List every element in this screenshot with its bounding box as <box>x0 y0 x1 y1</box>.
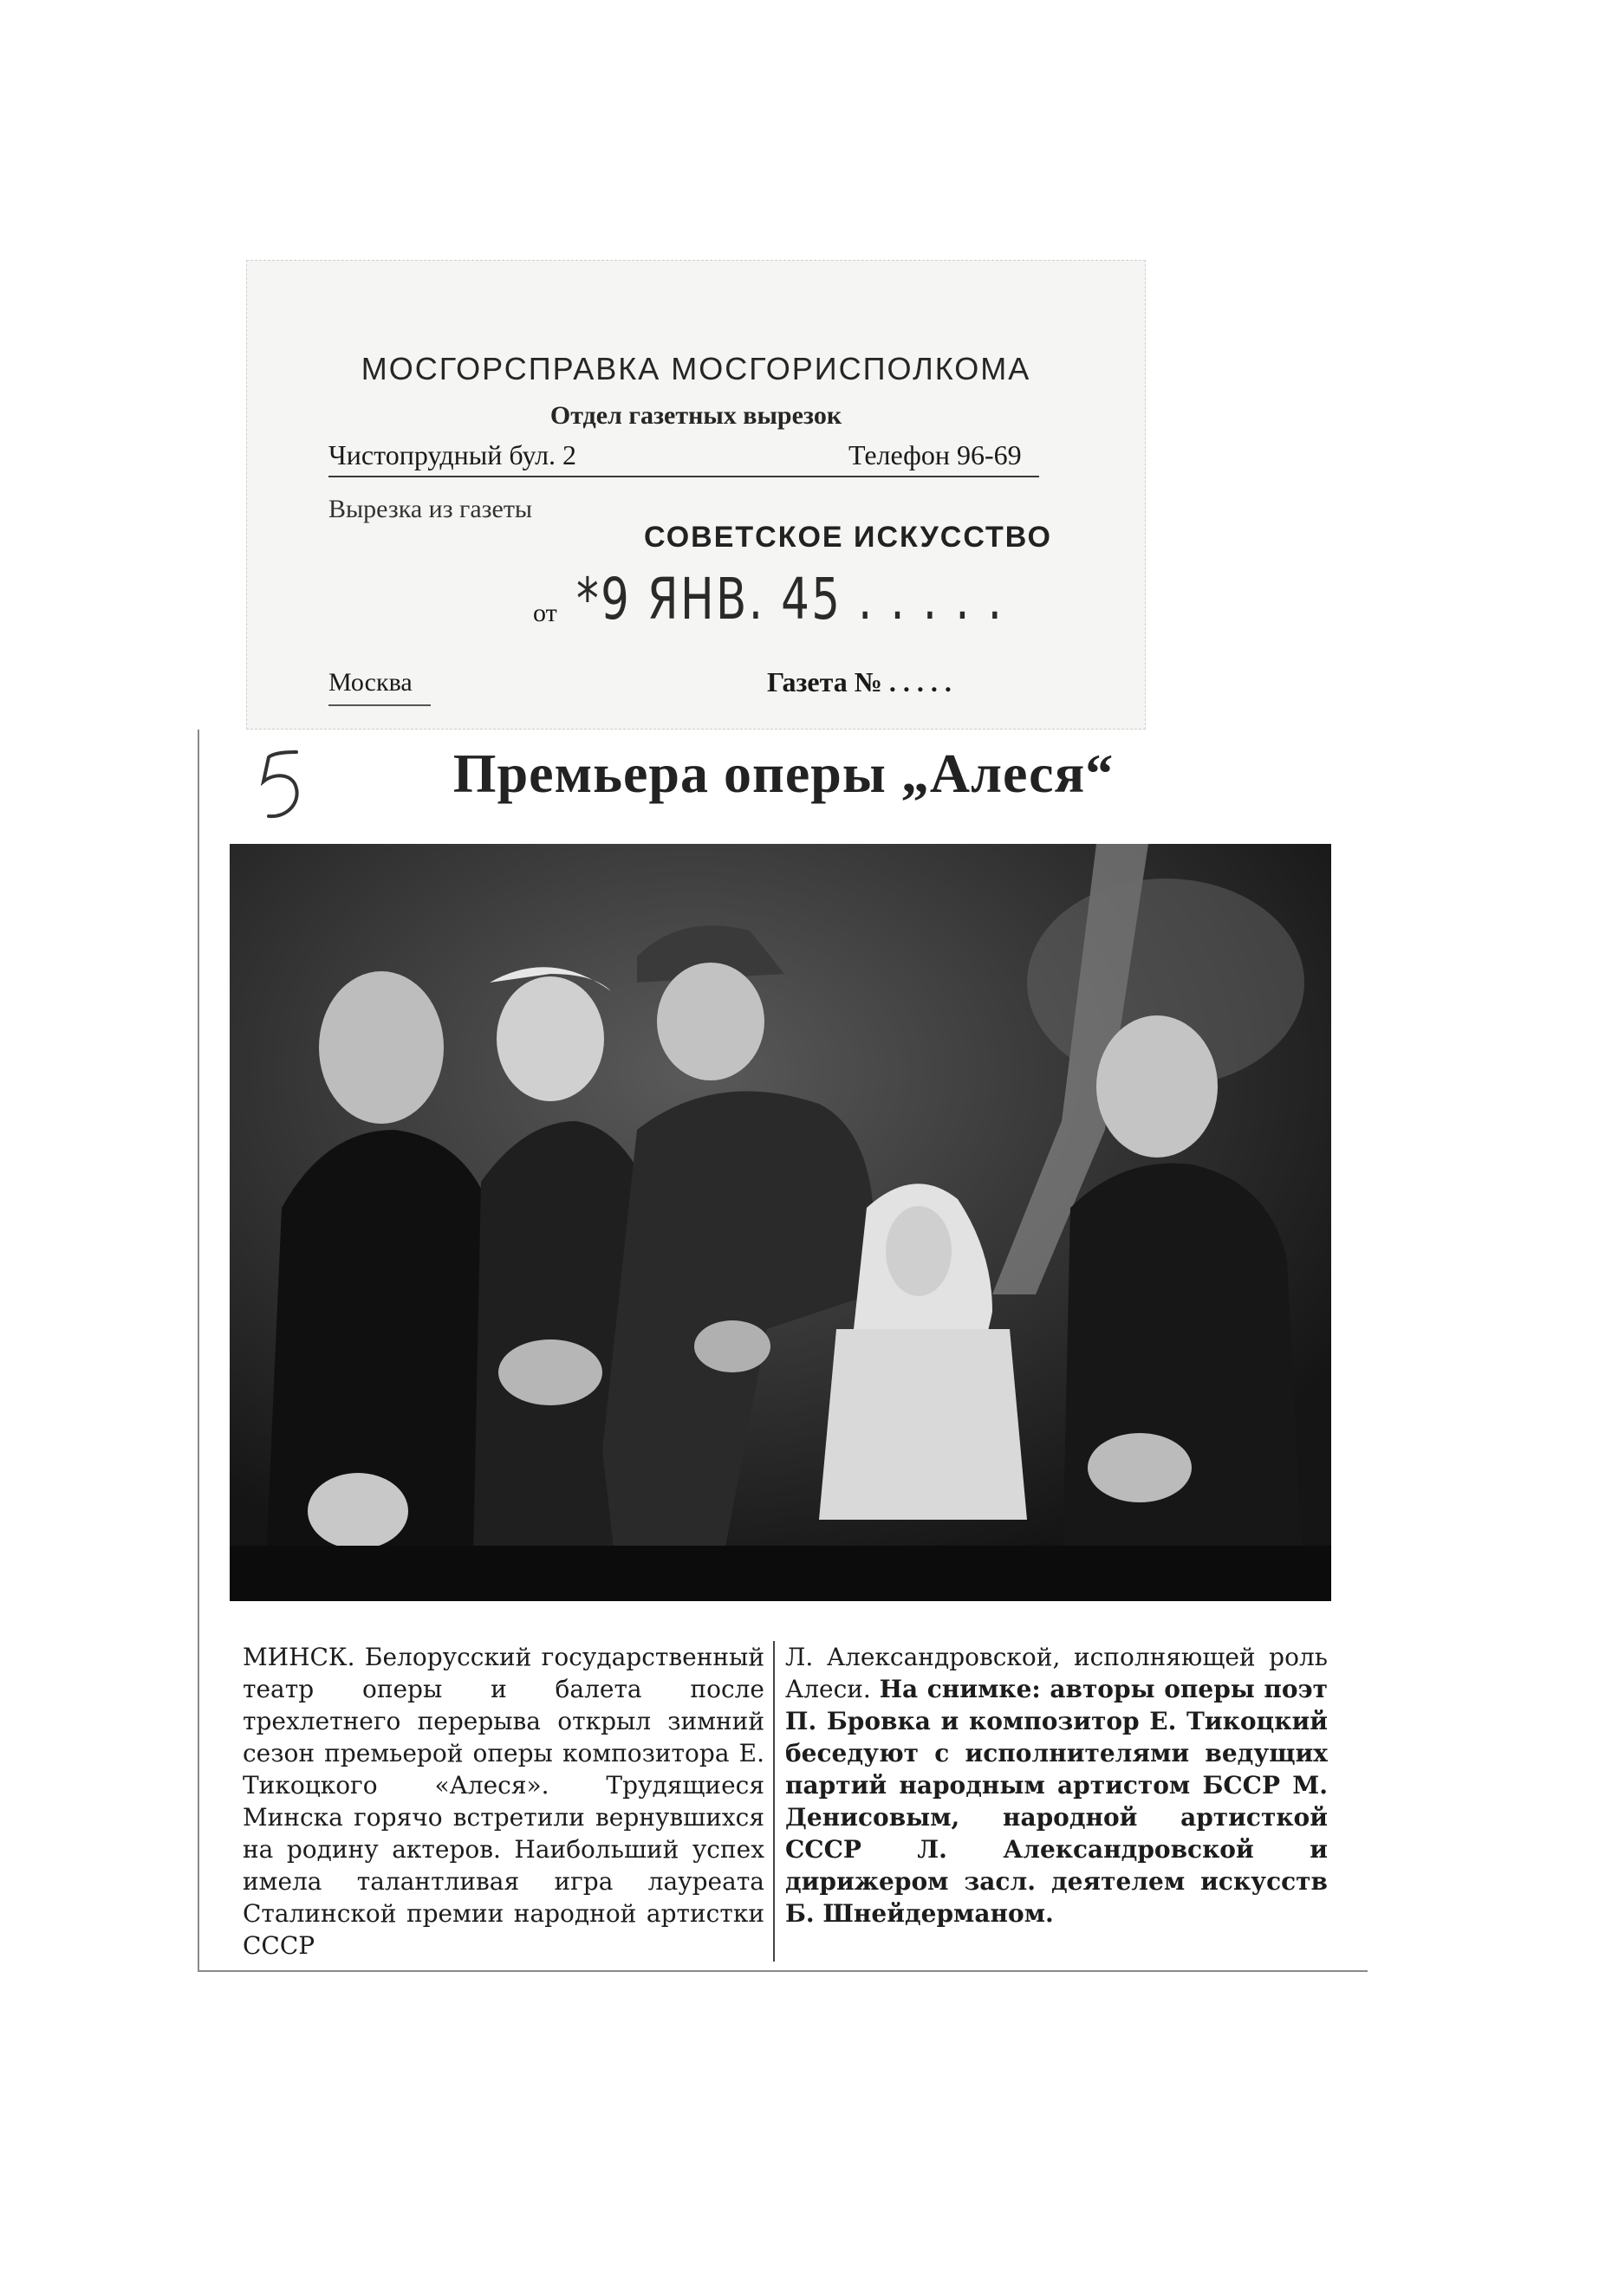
stamp-clip-label: Вырезка из газеты <box>328 495 533 523</box>
stamp-city: Москва <box>328 668 413 697</box>
stamp-department: Отдел газетных вырезок <box>549 401 842 430</box>
article-column-1: МИНСК. Белорусский государственный театр оперы и балета после трехлетнего перерыва открыл зимний сезон премьерой оперы композитора Е. Тикоцкого «Алеся». Трудящиеся Минска горячо встретили вернувшихся на родину актеров. Наибольший успех имела талантливая игра лауреата Сталинской премии народной артистки СССР <box>243 1643 764 1960</box>
stamp-newspaper-name: СОВЕТСКОЕ ИСКУССТВО <box>644 521 1052 554</box>
stamp-city-underline <box>328 704 431 706</box>
article-headline: Премьера оперы „Алеся“ <box>452 743 1115 804</box>
stamp-date: *9 ЯНВ. 45 . . . . . <box>576 566 1004 632</box>
photo-caption: На снимке: авторы оперы поэт П. Бровка и композитор Е. Тикоцкий беседуют с исполнителями ведущих партий народным артистом БССР М. Денисовым, народной артисткой СССР Л. Александровской и дирижером засл. деятелем искусств Б. Шнейдерманом. <box>785 1675 1328 1928</box>
article-column-2 <box>785 1641 1328 1930</box>
stamp-phone: Телефон 96-69 <box>848 439 1022 470</box>
clipping-bureau-stamp <box>246 260 1146 730</box>
column-divider <box>773 1641 775 1962</box>
article-clipping <box>198 730 1368 1972</box>
stamp-from-label: от <box>533 599 557 627</box>
stamp-address: Чистопрудный бул. 2 <box>328 439 577 470</box>
stamp-divider <box>328 476 1039 477</box>
article-photo <box>230 844 1331 1601</box>
stamp-issue-number: Газета № . . . . . <box>767 666 952 697</box>
article-column-2-text: Л. Александровской, исполняющей роль Алеси. <box>785 1643 1328 1703</box>
stamp-organization: МОСГОРСПРАВКА МОСГОРИСПОЛКОМА <box>361 351 1031 386</box>
